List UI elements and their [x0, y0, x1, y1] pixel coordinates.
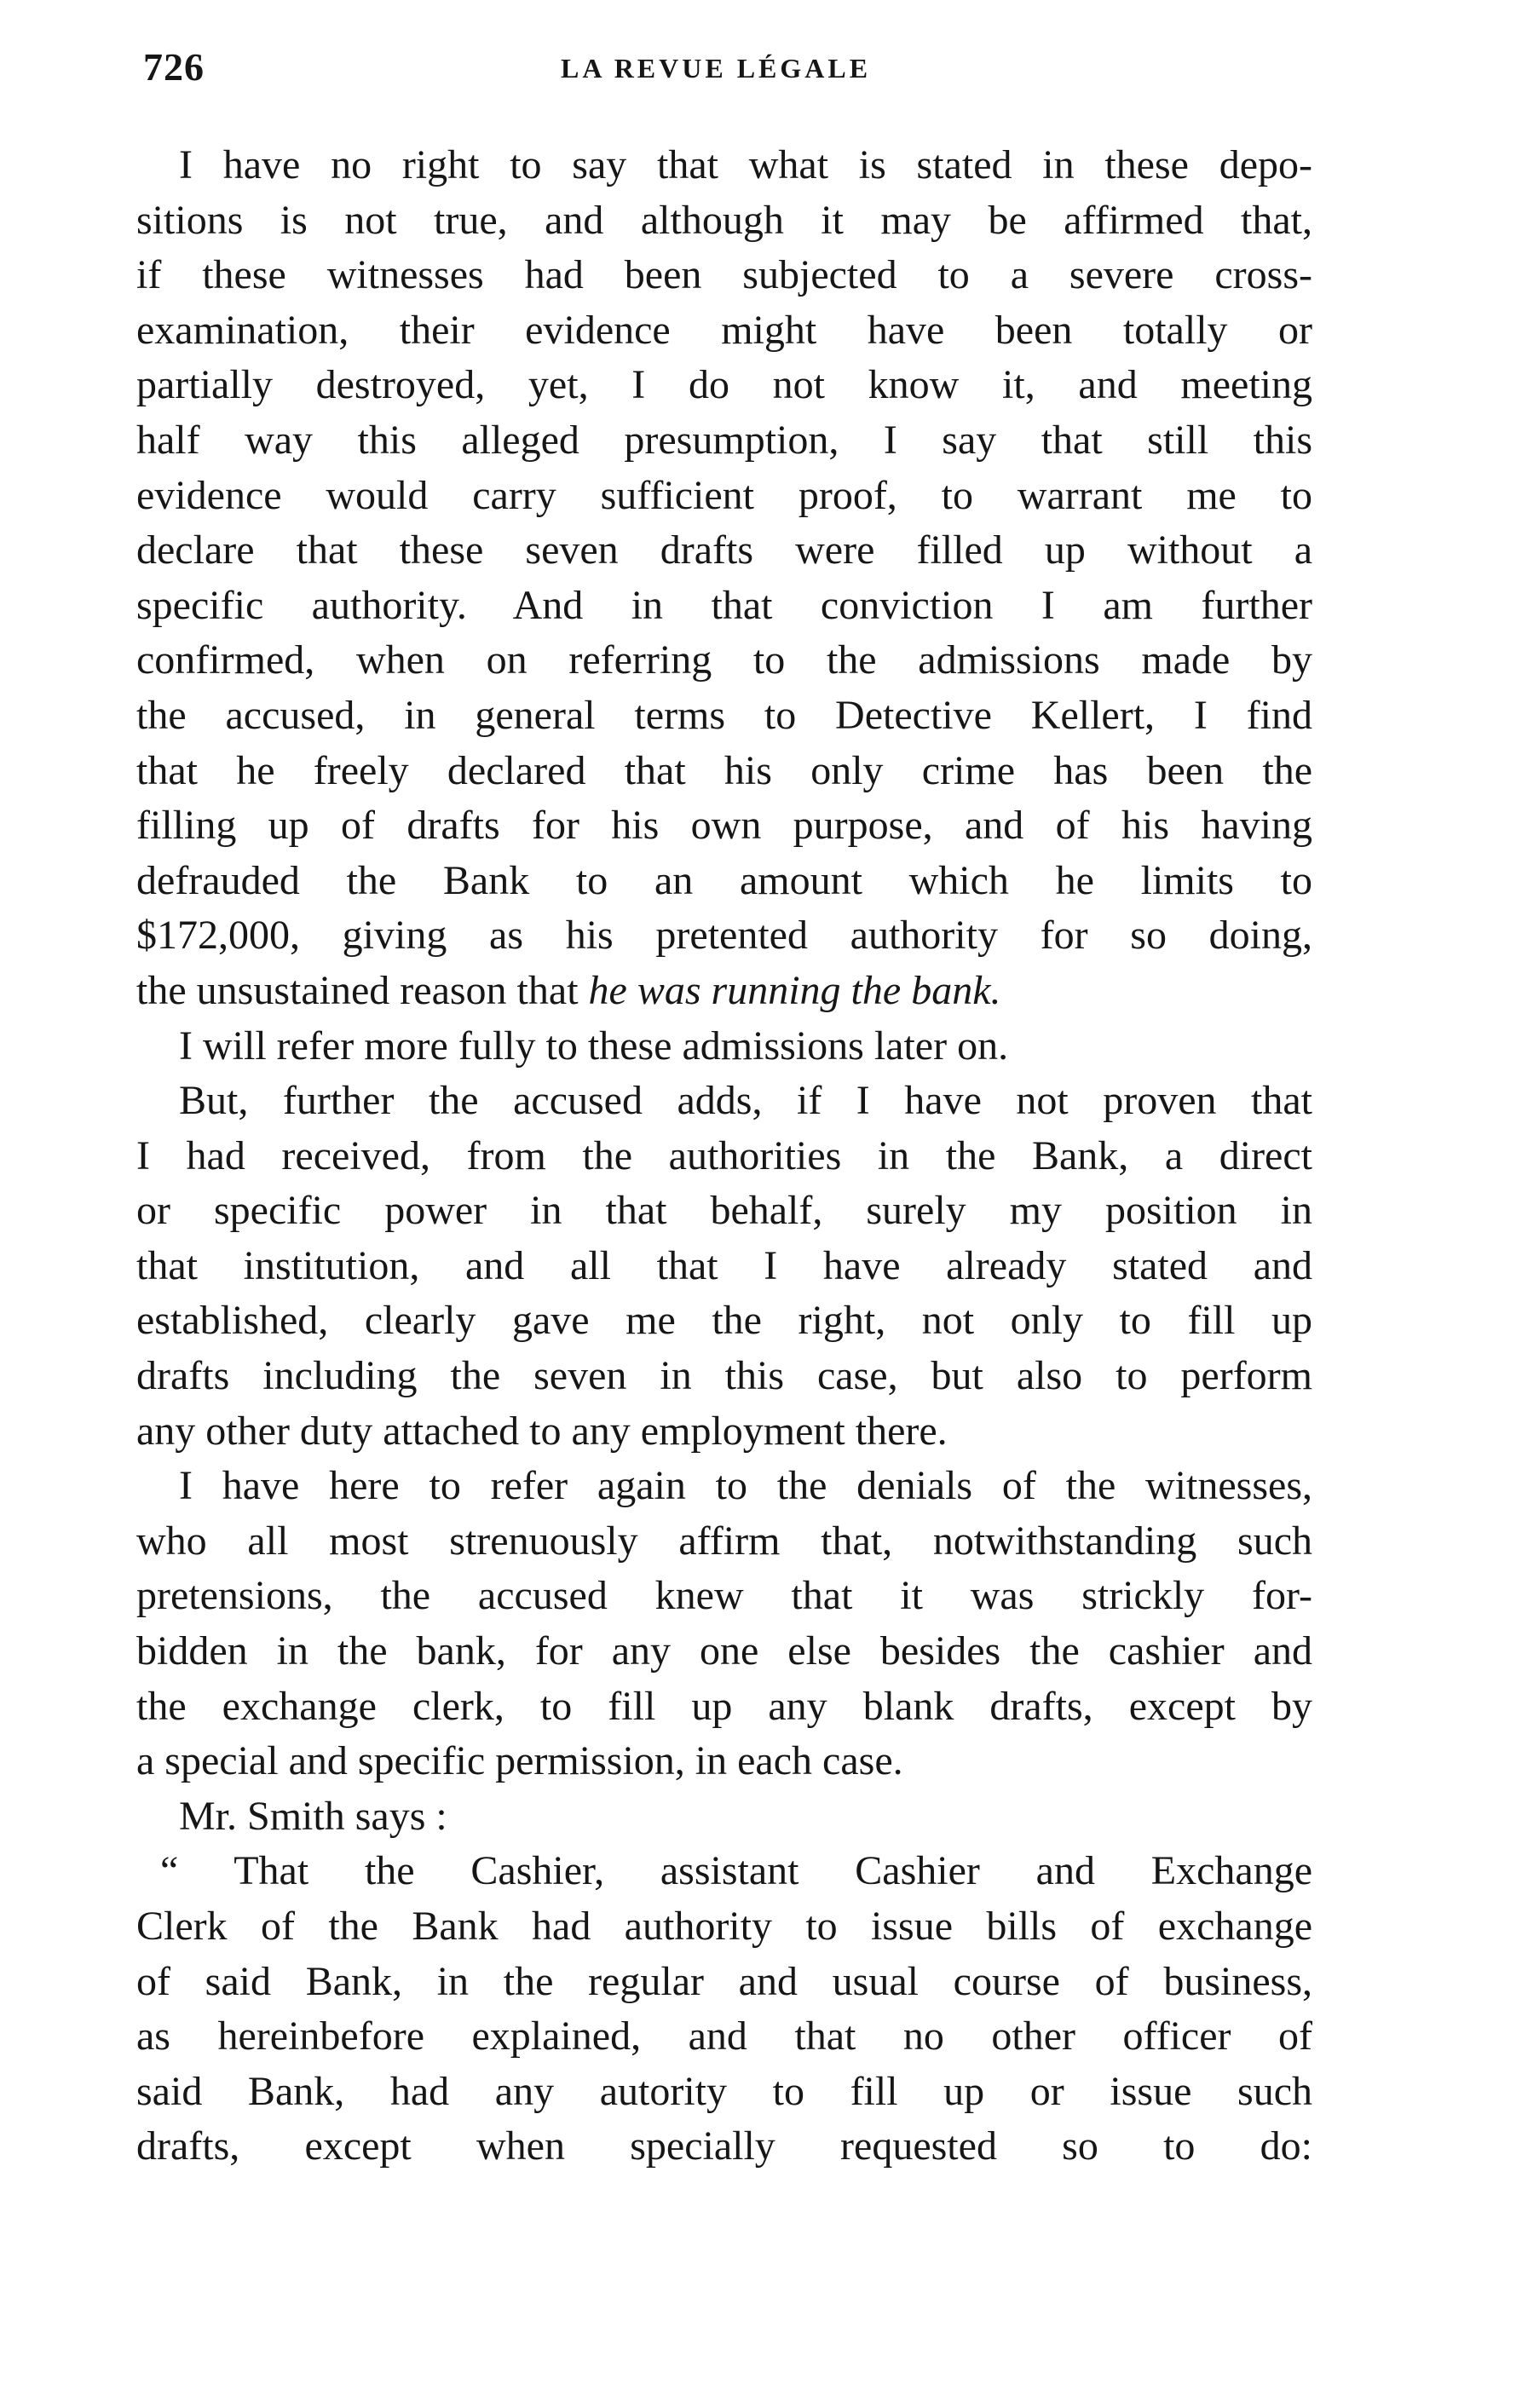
- text-line: pretensions, the accused knew that it was strickly for-: [136, 1573, 1312, 1619]
- text-line: that he freely declared that his only crime has been the: [136, 747, 1312, 793]
- paragraph-denials: [136, 1459, 1312, 1789]
- text-line: sitions is not true, and although it may be affirmed that,: [136, 197, 1312, 243]
- text-line: Mr. Smith says :: [179, 1793, 447, 1839]
- text-line: as hereinbefore explained, and that no other officer of: [136, 2013, 1312, 2059]
- text-line: filling up of drafts for his own purpose, and of his having: [136, 803, 1312, 849]
- text-line: I had received, from the authorities in the Bank, a direct: [136, 1132, 1312, 1178]
- text-line: any other duty attached to any employment there.: [136, 1408, 948, 1454]
- paragraph-presumption: [136, 138, 1312, 1019]
- text-line: defrauded the Bank to an amount which he limits to: [136, 857, 1312, 903]
- text-line: the accused, in general terms to Detective Kellert, I find: [136, 692, 1312, 738]
- text-line: partially destroyed, yet, I do not know it, and meeting: [136, 362, 1312, 408]
- italic-quote-running-the-bank: he was running the bank.: [588, 967, 1001, 1013]
- page-header: [143, 44, 1370, 104]
- paragraph-mr-smith-says: [136, 1789, 1312, 1845]
- text-line: or specific power in that behalf, surely my position in: [136, 1188, 1312, 1234]
- text-line: drafts including the seven in this case, but also to perform: [136, 1353, 1312, 1399]
- text-line: examination, their evidence might have been totally or: [136, 307, 1312, 353]
- text-line: half way this alleged presumption, I say that still this: [136, 417, 1312, 463]
- text-line: who all most strenuously affirm that, notwithstanding such: [136, 1518, 1312, 1564]
- text-line: if these witnesses had been subjected to a severe cross-: [136, 252, 1312, 298]
- text-line: “ That the Cashier, assistant Cashier and Exchange: [160, 1848, 1312, 1894]
- paragraph-refer-later: [136, 1019, 1312, 1074]
- body-text: [136, 138, 1312, 2175]
- text-line: [136, 964, 1312, 1019]
- paragraph-accused-adds: [136, 1074, 1312, 1459]
- running-head: LA REVUE LÉGALE: [561, 53, 872, 84]
- text-line: a special and specific permission, in each case.: [136, 1738, 903, 1784]
- page-number: 726: [143, 45, 205, 89]
- text-line: bidden in the bank, for any one else besides the cashier and: [136, 1628, 1312, 1674]
- text-line: said Bank, had any autority to fill up or issue such: [136, 2068, 1312, 2114]
- paragraph-quotation: [136, 1844, 1312, 2175]
- text-line: $172,000, giving as his pretented authority for so doing,: [136, 913, 1312, 959]
- text-line: confirmed, when on referring to the admissions made by: [136, 637, 1312, 683]
- text-line: specific authority. And in that conviction I am further: [136, 582, 1312, 628]
- text-line: I will refer more fully to these admissions later on.: [179, 1023, 1009, 1069]
- text-line: I have here to refer again to the denials of the witnesses,: [179, 1463, 1312, 1509]
- text-line: drafts, except when specially requested so to do:: [136, 2123, 1312, 2169]
- text-line: But, further the accused adds, if I have not proven that: [179, 1078, 1312, 1124]
- text-line: evidence would carry sufficient proof, to warrant me to: [136, 472, 1312, 518]
- text-line: the exchange clerk, to fill up any blank drafts, except by: [136, 1683, 1312, 1729]
- text-line: Clerk of the Bank had authority to issue bills of exchange: [136, 1904, 1312, 1949]
- text-line: of said Bank, in the regular and usual course of business,: [136, 1958, 1312, 2004]
- text-line: that institution, and all that I have already stated and: [136, 1242, 1312, 1288]
- text-line: established, clearly gave me the right, not only to fill up: [136, 1298, 1312, 1344]
- text-run: the unsustained reason that: [136, 967, 589, 1013]
- text-line: declare that these seven drafts were filled up without a: [136, 527, 1312, 573]
- text-line: I have no right to say that what is stated in these depo-: [179, 142, 1312, 187]
